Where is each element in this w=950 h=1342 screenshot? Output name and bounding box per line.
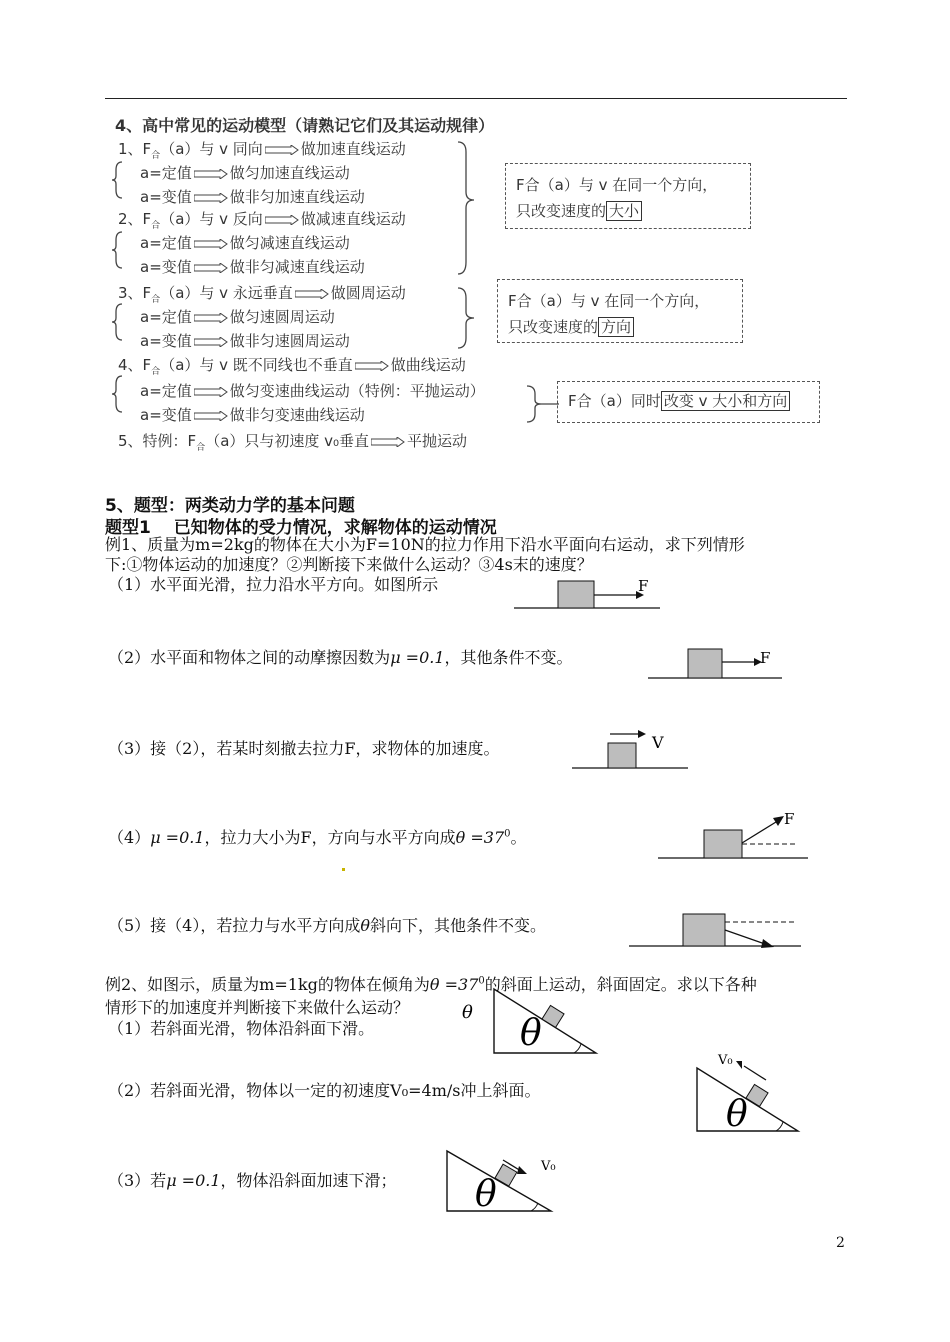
model-line-lead: a=定值 — [140, 234, 192, 252]
example2-text-b: 的斜面上运动，斜面固定。求以下各种 — [484, 975, 757, 994]
question4-degree: 0 — [504, 828, 511, 840]
problem-type-1: 题型1 已知物体的受力情况，求解物体的运动情况 — [105, 518, 497, 538]
model-line-lead: 2、F — [118, 210, 152, 228]
example2-line2-theta-text: θ — [462, 1002, 473, 1023]
model-line-result: 平抛运动 — [407, 432, 468, 450]
example2-question3 — [108, 1168, 397, 1191]
question4-text-b: ，拉力大小为F，方向与水平方向成 — [204, 828, 456, 847]
model-line-lead: a=变值 — [140, 188, 192, 206]
question2 — [108, 645, 573, 668]
summary-box-linear — [505, 163, 751, 229]
force-label-q2: F — [760, 649, 771, 667]
incline-theta-3: θ — [475, 1174, 497, 1214]
example1-line1: 例1、质量为m=2kg的物体在大小为F=10N的拉力作用下沿水平面向右运动，求下列情形 — [105, 535, 745, 554]
diagram-q3 — [570, 728, 690, 772]
example1-line2: 下:①物体运动的加速度？②判断接下来做什么运动？③4s末的速度？ — [105, 555, 593, 574]
incline-theta-2: θ — [726, 1094, 748, 1134]
diagram-q5 — [627, 908, 803, 954]
question4-mu: μ =0.1 — [150, 828, 205, 847]
model-line-lead: 5、特例：F — [118, 432, 197, 450]
velocity-label-q3: V — [652, 733, 664, 752]
question2-text-a: （2）水平面和物体之间的动摩擦因数为 — [108, 648, 391, 667]
question2-mu: μ =0.1 — [390, 648, 445, 667]
force-label-q4: F — [784, 810, 795, 828]
velocity-label-ex2-q2: V₀ — [718, 1053, 733, 1068]
example2-degree: 0 — [478, 975, 485, 987]
model-line-subscript: 合 — [151, 221, 161, 231]
summary-box-linear-boxed: 大小 — [606, 201, 642, 221]
model-line-subscript: 合 — [151, 151, 161, 161]
question4 — [108, 825, 527, 848]
summary-box-curve-line1: F合（a）同时 — [568, 392, 661, 410]
model-line-lead: a=变值 — [140, 258, 192, 276]
summary-box-curve-boxed: 改变 v 大小和方向 — [661, 391, 790, 411]
model-line-subscript: 合 — [196, 443, 206, 453]
model-line-condition: （a）与 v 反向 — [160, 210, 263, 228]
diagram-ex2-q1 — [492, 985, 602, 1055]
model-line-result: 做减速直线运动 — [300, 210, 406, 228]
model-line-condition: （a）只与初速度 v₀垂直 — [205, 432, 370, 450]
diagram-ex2-q3 — [445, 1148, 565, 1214]
question3: （3）接（2），若某时刻撤去拉力F，求物体的加速度。 — [108, 739, 500, 758]
header-rule — [105, 98, 847, 99]
model-line-condition: （a）与 v 永远垂直 — [160, 284, 293, 302]
summary-box-linear-line1: F合（a）与 v 在同一个方向， — [516, 176, 718, 194]
model-line-lead: 3、F — [118, 284, 152, 302]
question4-text-c: 。 — [510, 828, 527, 847]
model-line-result: 做匀变速曲线运动（特例：平抛运动） — [229, 382, 485, 400]
model-line-result: 做非匀减速直线运动 — [229, 258, 365, 276]
model-line-result: 做圆周运动 — [330, 284, 406, 302]
model-line-result: 做匀加速直线运动 — [229, 164, 350, 182]
model-line-lead: a=定值 — [140, 308, 192, 326]
model-line-result: 做非匀速圆周运动 — [229, 332, 350, 350]
example2-question1: （1）若斜面光滑，物体沿斜面下滑。 — [108, 1019, 375, 1038]
model-line-result: 做匀减速直线运动 — [229, 234, 350, 252]
question5 — [108, 913, 546, 936]
summary-box-linear-line2: 只改变速度的 — [516, 202, 607, 220]
model-line-result: 做非匀加速直线运动 — [229, 188, 365, 206]
diagram-q2 — [646, 645, 786, 685]
incline-theta-1: θ — [520, 1013, 542, 1054]
question5-text-a: （5）接（4），若拉力与水平方向成 — [108, 916, 361, 935]
example2-question3-text-a: （3）若 — [108, 1171, 167, 1190]
diagram-ex2-q2 — [694, 1048, 804, 1134]
model-line-result: 做加速直线运动 — [300, 140, 406, 158]
model-line-result: 做曲线运动 — [390, 356, 466, 374]
model-line-lead: a=变值 — [140, 332, 192, 350]
diagram-q4 — [656, 808, 810, 864]
model-line-lead: 4、F — [118, 356, 152, 374]
models-title: 4、高中常见的运动模型（请熟记它们及其运动规律） — [115, 116, 495, 135]
example2-theta: θ =37 — [429, 975, 479, 994]
summary-box-curve — [557, 381, 820, 423]
example2-line1 — [105, 972, 757, 995]
model-line-subscript: 合 — [151, 295, 161, 305]
question5-text-b: 斜向下，其他条件不变。 — [370, 916, 547, 935]
summary-box-circular-line1: F合（a）与 v 在同一个方向， — [508, 292, 710, 310]
summary-box-circular-boxed: 方向 — [598, 317, 634, 337]
diagram-q1 — [512, 575, 662, 615]
model-line-result: 做匀速圆周运动 — [229, 308, 335, 326]
example2-question3-mu: μ =0.1 — [166, 1171, 221, 1190]
example2-question3-text-b: ，物体沿斜面加速下滑； — [220, 1171, 397, 1190]
question4-theta: θ =37 — [455, 828, 505, 847]
model-line-lead: 1、F — [118, 140, 152, 158]
example2-text-a: 例2、如图示，质量为m=1kg的物体在倾角为 — [105, 975, 430, 994]
model-braces — [112, 140, 492, 460]
model-line-subscript: 合 — [151, 367, 161, 377]
summary-box-circular — [497, 279, 743, 343]
model-line-result: 做非匀变速曲线运动 — [229, 406, 365, 424]
question1: （1）水平面光滑，拉力沿水平方向。如图所示 — [108, 575, 439, 594]
model-line-lead: a=变值 — [140, 406, 192, 424]
example2-line2: 情形下的加速度并判断接下来做什么运动？ — [105, 998, 410, 1017]
question2-text-b: ，其他条件不变。 — [444, 648, 573, 667]
model-line-condition: （a）与 v 同向 — [160, 140, 263, 158]
velocity-label-ex2-q3: V₀ — [541, 1159, 556, 1174]
model-line-lead: a=定值 — [140, 382, 192, 400]
page-number: 2 — [836, 1235, 845, 1251]
model-line-condition: （a）与 v 既不同线也不垂直 — [160, 356, 353, 374]
model-line-lead: a=定值 — [140, 164, 192, 182]
summary-box-circular-line2: 只改变速度的 — [508, 318, 599, 336]
example2-question2: （2）若斜面光滑，物体以一定的初速度V₀=4m/s冲上斜面。 — [108, 1081, 541, 1100]
question4-text-a: （4） — [108, 828, 151, 847]
stray-dot — [342, 868, 345, 871]
section-heading: 5、题型：两类动力学的基本问题 — [105, 496, 355, 516]
question5-theta: θ — [360, 916, 371, 935]
force-label-q1: F — [638, 577, 649, 595]
example2-line2-theta — [462, 1000, 486, 1024]
